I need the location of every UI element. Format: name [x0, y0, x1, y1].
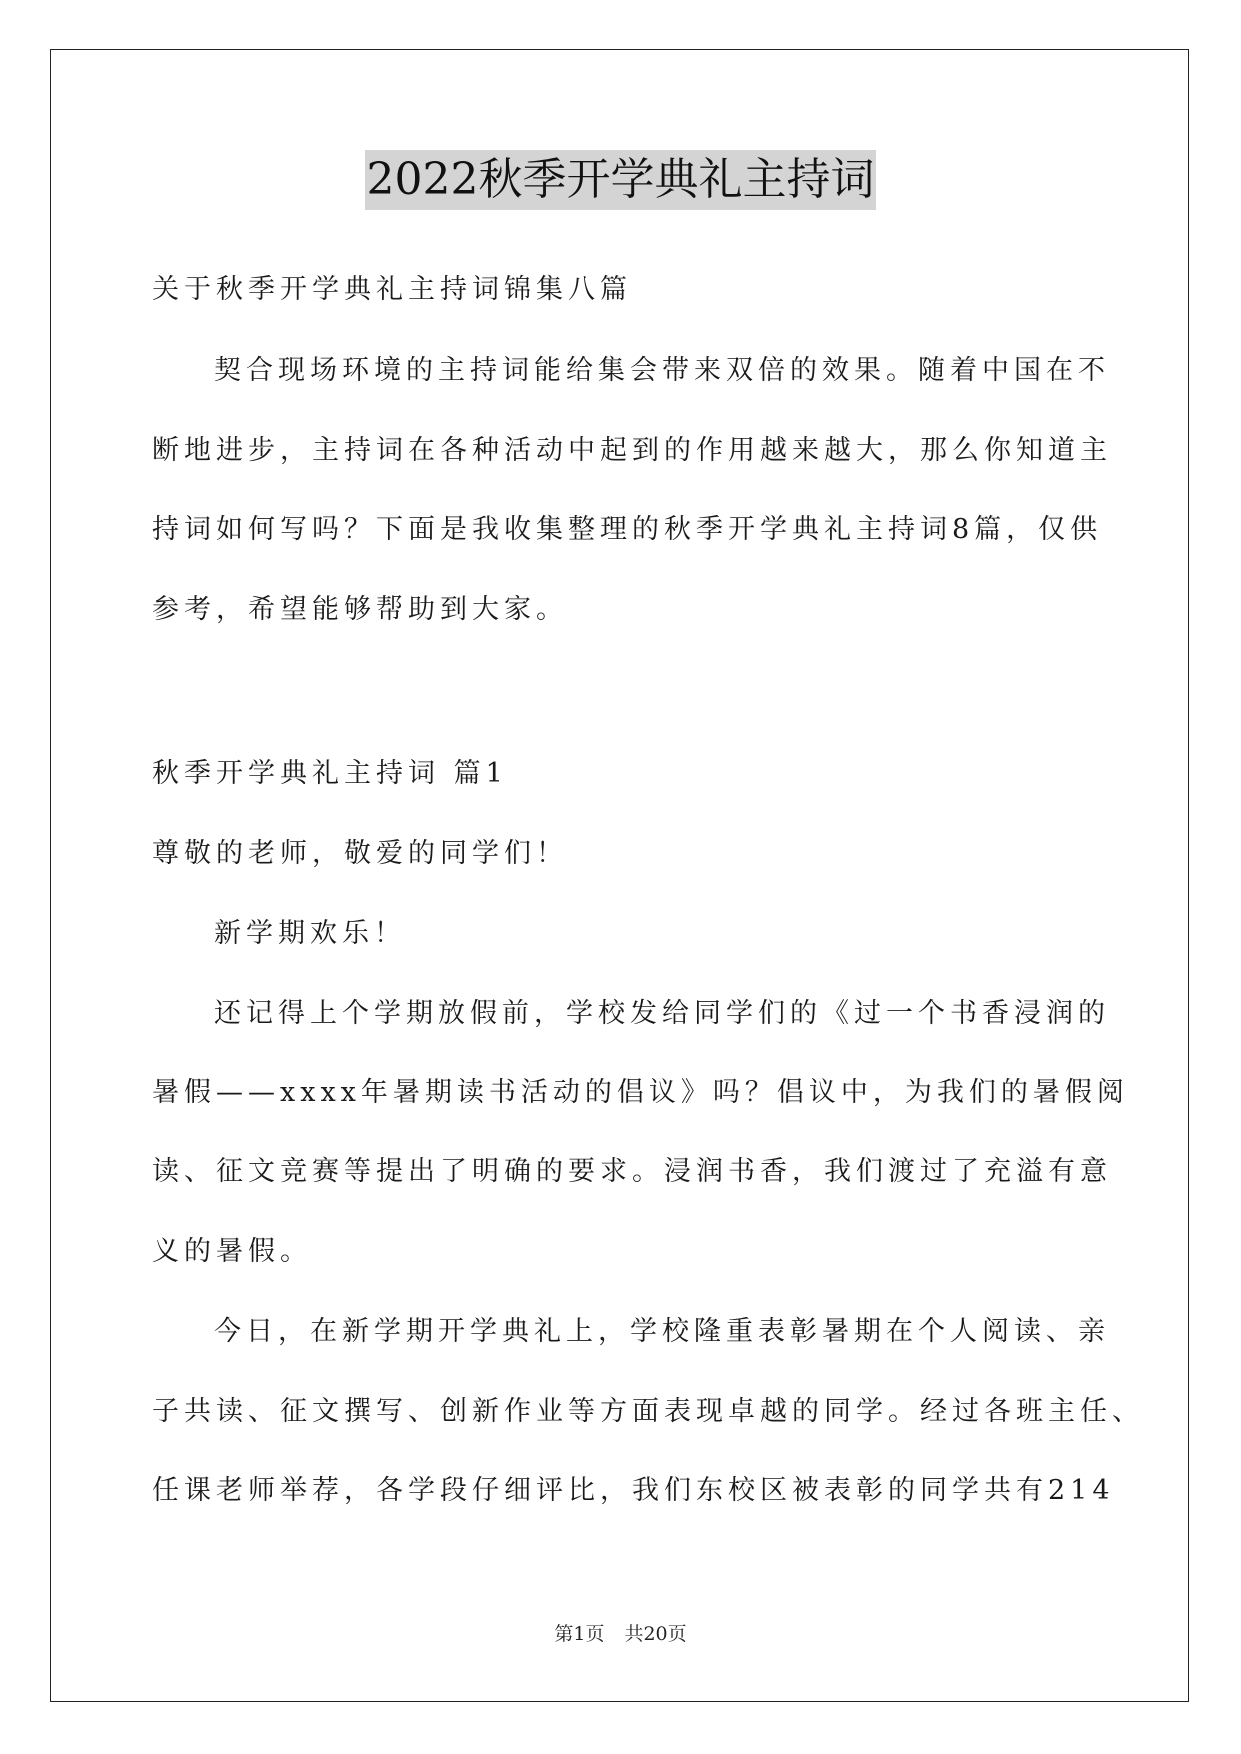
page-total: 共20页 [624, 1623, 687, 1645]
page-number: 第1页 [554, 1623, 605, 1645]
paragraph-line: 新学期欢乐！ [214, 918, 406, 949]
section-heading: 秋季开学典礼主持词 篇1 [152, 758, 508, 789]
document-title: 2022秋季开学典礼主持词 [365, 150, 877, 210]
paragraph-line: 义的暑假。 [152, 1236, 312, 1267]
document-subtitle: 关于秋季开学典礼主持词锦集八篇 [152, 274, 632, 305]
intro-line: 契合现场环境的主持词能给集会带来双倍的效果。随着中国在不 [214, 355, 1110, 386]
paragraph-line: 任课老师举荐，各学段仔细评比，我们东校区被表彰的同学共有214 [152, 1475, 1115, 1506]
intro-line: 参考，希望能够帮助到大家。 [152, 594, 568, 625]
page-footer [0, 1622, 1241, 1646]
title-container [0, 150, 1241, 210]
paragraph-line: 读、征文竞赛等提出了明确的要求。浸润书香，我们渡过了充溢有意 [152, 1156, 1112, 1187]
paragraph-line: 还记得上个学期放假前，学校发给同学们的《过一个书香浸润的 [214, 998, 1110, 1029]
paragraph-line: 今日，在新学期开学典礼上，学校隆重表彰暑期在个人阅读、亲 [214, 1316, 1110, 1347]
paragraph-line: 暑假——xxxx年暑期读书活动的倡议》吗？倡议中，为我们的暑假阅 [152, 1077, 1129, 1108]
intro-line: 断地进步，主持词在各种活动中起到的作用越来越大，那么你知道主 [152, 435, 1112, 466]
paragraph-line: 子共读、征文撰写、创新作业等方面表现卓越的同学。经过各班主任、 [152, 1396, 1144, 1427]
greeting: 尊敬的老师，敬爱的同学们！ [152, 838, 568, 869]
intro-line: 持词如何写吗？下面是我收集整理的秋季开学典礼主持词8篇，仅供 [152, 514, 1103, 545]
